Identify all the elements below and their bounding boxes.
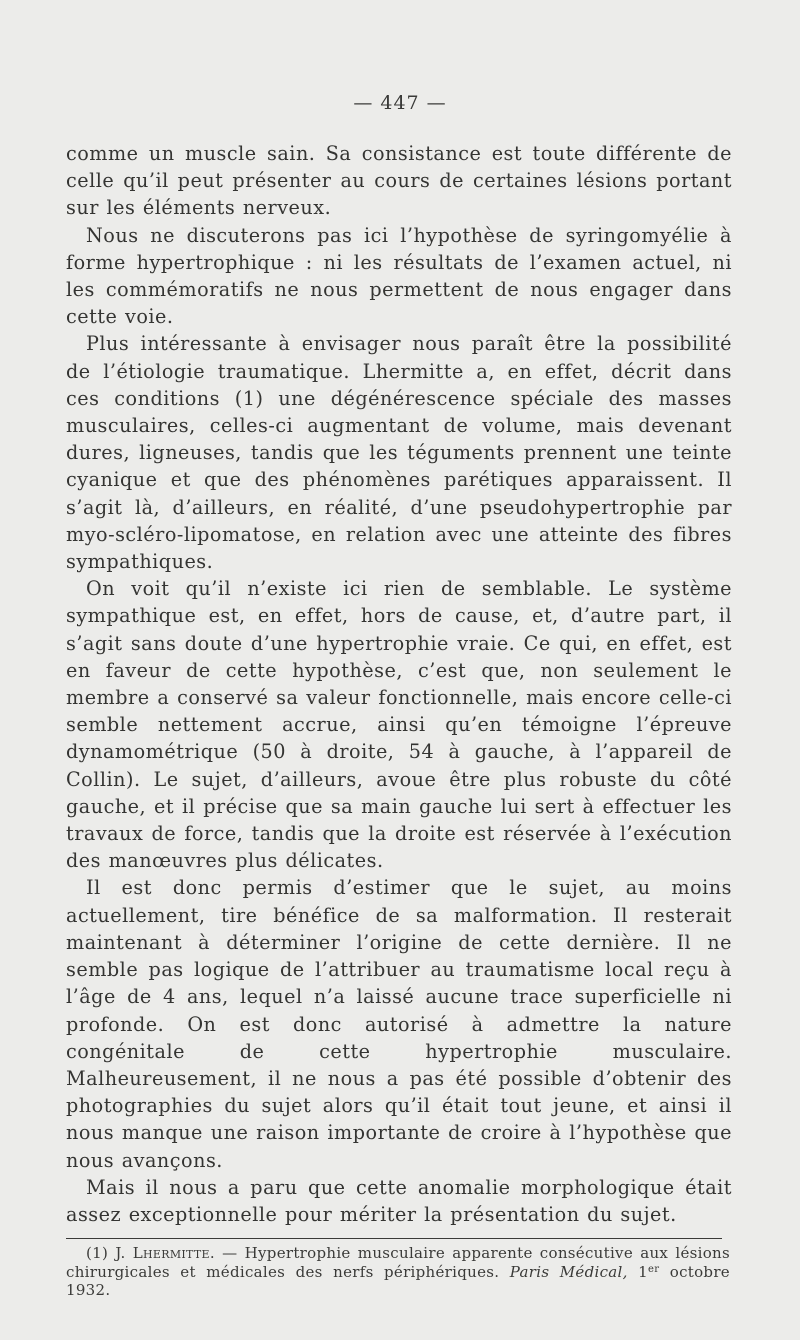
footnote-day: 1: [638, 1262, 648, 1281]
footnote-dash: —: [222, 1244, 238, 1262]
footnote-date: octobre 1932.: [66, 1262, 730, 1299]
paragraph-1: comme un muscle sain. Sa consistance est toute différente de celle qu’il peut présenter au cours de certaines lésions portant sur les éléments nerveux.: [66, 142, 732, 220]
footnote-divider: [66, 1238, 722, 1239]
paragraph-5: Il est donc permis d’estimer que le sujet, au moins actuellement, tire bénéfice de sa malformation. Il resterait maintenant à déterminer l’origine de cette dernière. Il ne semble pas logique de l’attribuer au traumatisme local reçu à l’âge de 4 ans, lequel n’a laissé aucune trace superficielle ni profonde. On est donc autorisé à admettre la nature congénitale de cette hypertrophie musculaire. Malheureusement, il ne nous a pas été possible d’obtenir des photographies du sujet alors qu’il était tout jeune, et ainsi il nous manque une raison importante de croire à l’hypothèse que nous avançons.: [66, 876, 732, 1172]
footnote-marker: (1): [86, 1244, 109, 1262]
paragraph-2: Nous ne discuterons pas ici l’hypothèse de syringomyélie à forme hypertrophique : ni les résultats de l’examen actuel, ni les commémoratifs ne nous permettent de nous engager dans cette voie.: [66, 223, 732, 329]
page-number: — 447 —: [353, 92, 447, 114]
footnote-day-suffix: er: [647, 1263, 660, 1275]
footnote-journal: Paris Médical,: [509, 1262, 628, 1281]
footnote-title: Hypertrophie musculaire apparente consécutive aux lésions chirurgicales et médicales des nerfs périphériques.: [66, 1244, 731, 1281]
paragraph-3: Plus intéressante à envisager nous paraît être la possibilité de l’étiologie traumatique. Lhermitte a, en effet, décrit dans ces conditions (1) une dégénérescence spéciale des masses musculaires, celles-ci augmentant de volume, mais devenant dures, ligneuses, tandis que les téguments prennent une teinte cyanique et que des phénomènes parétiques apparaissent. Il s’agit là, d’ailleurs, en réalité, d’une pseudohypertrophie par myo-scléro-lipomatose, en relation avec une atteinte des fibres sympathiques.: [66, 332, 732, 574]
paragraph-4: On voit qu’il n’existe ici rien de semblable. Le système sympathique est, en effet, hors de cause, et, d’autre part, il s’agit sans doute d’une hypertrophie vraie. Ce qui, en effet, est en faveur de cette hypothèse, c’est que, non seulement le membre a conservé sa valeur fonctionnelle, mais encore celle-ci semble nettement accrue, ainsi qu’en témoigne l’épreuve dynamométrique (50 à droite, 54 à gauche, à l’appareil de Collin). Le sujet, d’ailleurs, avoue être plus robuste du côté gauche, et il précise que sa main gauche lui sert à effectuer les travaux de force, tandis que la droite est réservée à l’exécution des manœuvres plus délicates.: [66, 577, 732, 873]
footnote-author: J. Lhermitte.: [115, 1244, 215, 1262]
footnote: [66, 1244, 730, 1300]
paragraph-6: Mais il nous a paru que cette anomalie morphologique était assez exceptionnelle pour mériter la présentation du sujet.: [66, 1175, 732, 1226]
body-text: [66, 140, 732, 1228]
